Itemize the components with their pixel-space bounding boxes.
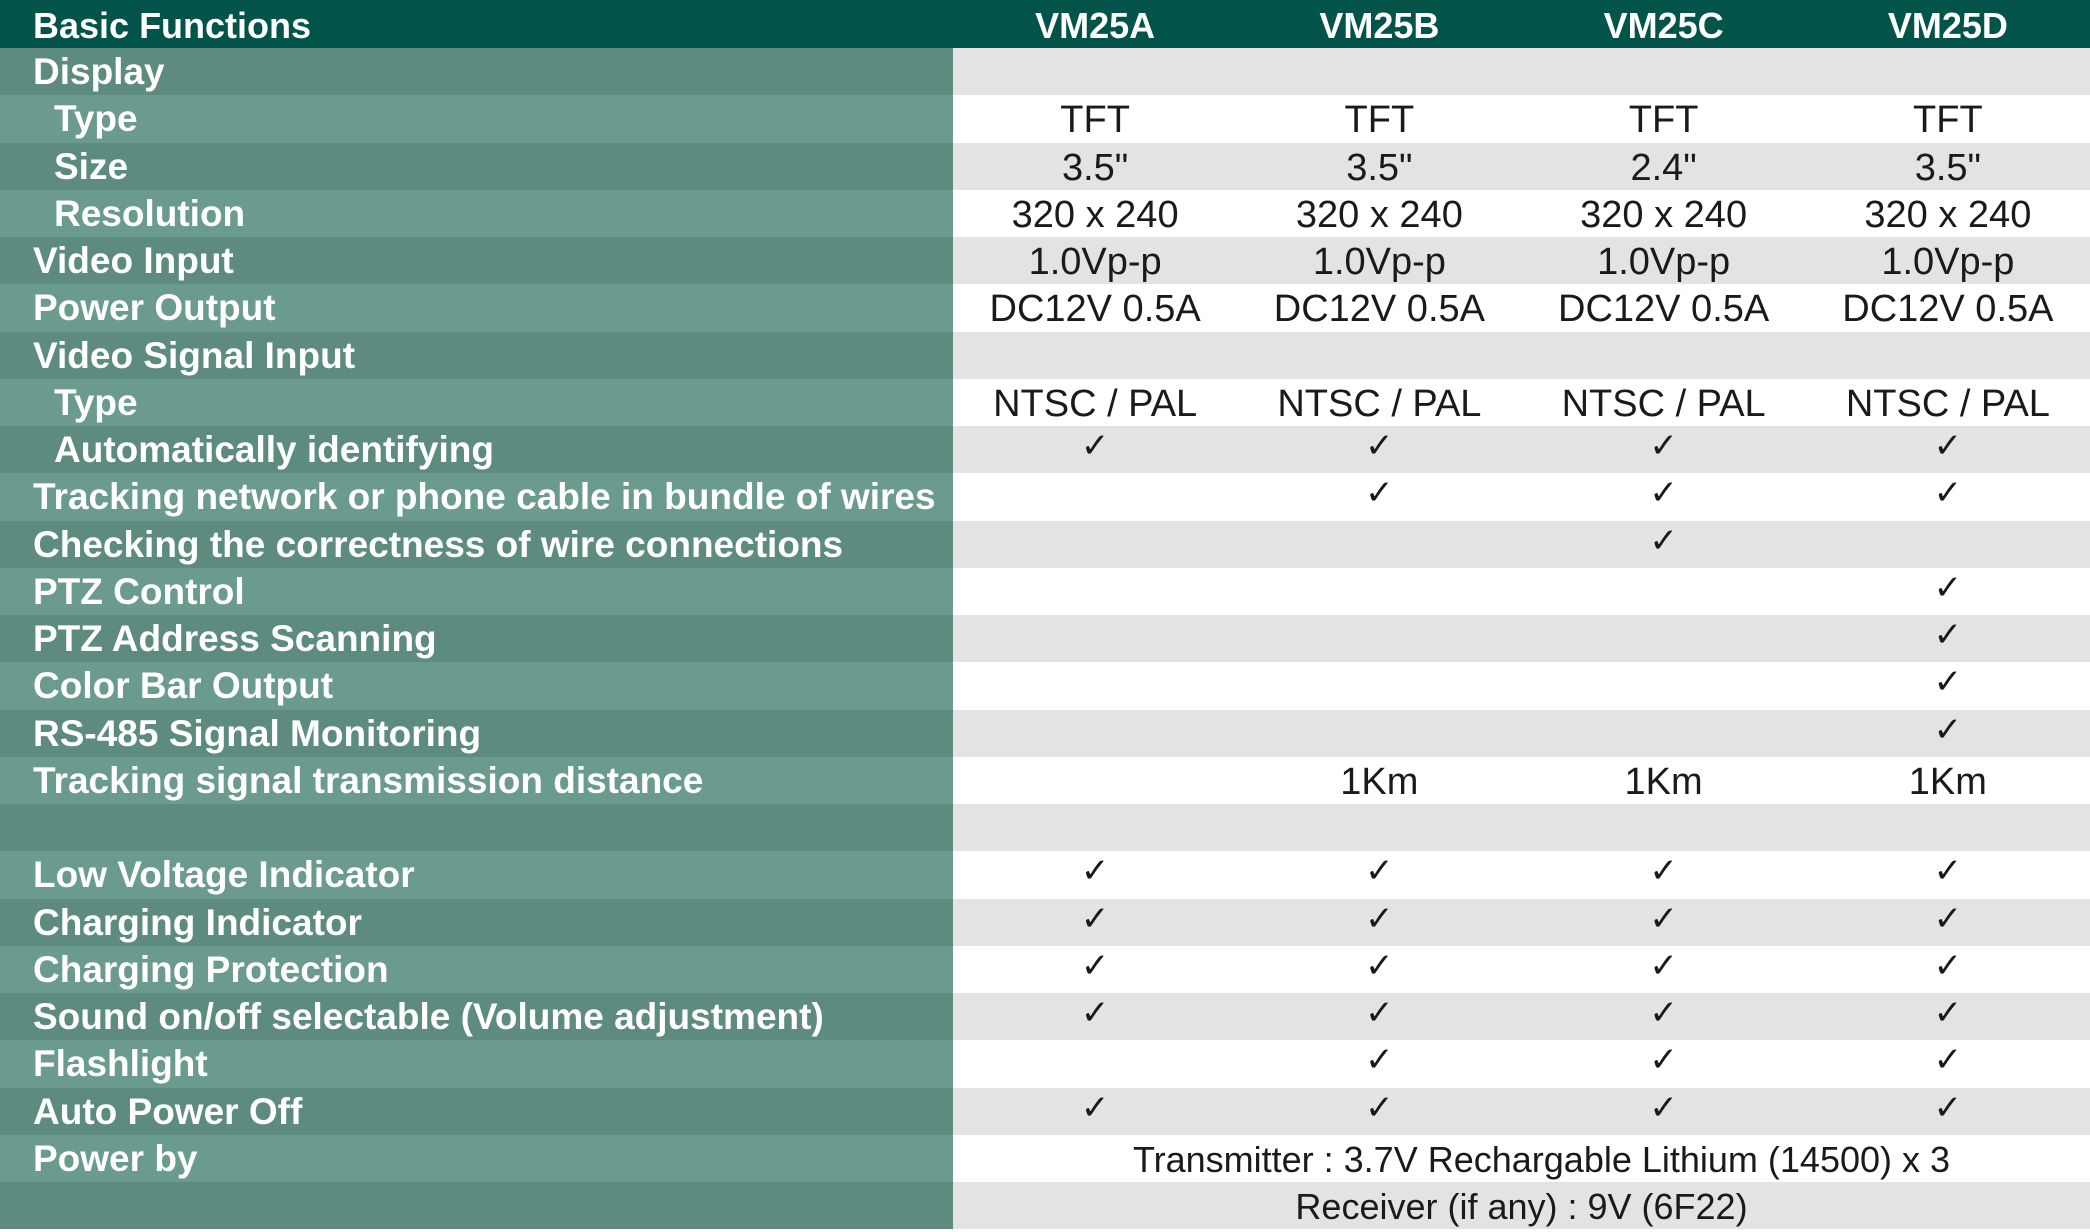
row-label: Video Input <box>0 237 953 284</box>
value-cell <box>1522 615 1806 662</box>
check-icon: ✓ <box>953 851 1237 898</box>
row-label: Checking the correctness of wire connections <box>0 521 953 568</box>
table-header <box>0 0 2090 48</box>
check-icon: ✓ <box>953 1088 1237 1135</box>
check-icon: ✓ <box>1806 615 2090 662</box>
value-cell: 3.5" <box>1237 143 1521 190</box>
value-cell: 320 x 240 <box>1806 190 2090 237</box>
check-icon: ✓ <box>1806 426 2090 473</box>
check-icon: ✓ <box>1806 946 2090 993</box>
value-cell <box>1237 48 1521 95</box>
value-cell: 3.5" <box>953 143 1237 190</box>
power-label-empty <box>0 1182 953 1229</box>
value-cell: DC12V 0.5A <box>1806 284 2090 331</box>
table-row <box>0 473 2090 520</box>
value-cell <box>1522 710 1806 757</box>
check-icon: ✓ <box>1522 946 1806 993</box>
power-row-receiver <box>0 1182 2090 1229</box>
check-icon: ✓ <box>1806 1088 2090 1135</box>
power-receiver: Receiver (if any) : 9V (6F22) <box>953 1182 2090 1229</box>
value-cell <box>1806 521 2090 568</box>
value-cell: 1Km <box>1522 757 1806 804</box>
row-label: RS-485 Signal Monitoring <box>0 710 953 757</box>
value-cell <box>1237 521 1521 568</box>
value-cell: TFT <box>1237 95 1521 142</box>
table-row <box>0 332 2090 379</box>
row-label: Low Voltage Indicator <box>0 851 953 898</box>
value-cell <box>953 710 1237 757</box>
value-cell: 2.4" <box>1522 143 1806 190</box>
value-cell <box>953 757 1237 804</box>
value-cell: NTSC / PAL <box>1806 379 2090 426</box>
check-icon: ✓ <box>1806 899 2090 946</box>
value-cell <box>1522 568 1806 615</box>
value-cell <box>1522 662 1806 709</box>
table-row <box>0 804 2090 851</box>
table-row <box>0 426 2090 473</box>
check-icon: ✓ <box>1806 993 2090 1040</box>
row-label: Video Signal Input <box>0 332 953 379</box>
table-row <box>0 710 2090 757</box>
value-cell <box>1237 662 1521 709</box>
check-icon: ✓ <box>953 899 1237 946</box>
table-row <box>0 237 2090 284</box>
row-label: Color Bar Output <box>0 662 953 709</box>
check-icon: ✓ <box>1522 521 1806 568</box>
model-vm25b: VM25B <box>1319 5 1440 46</box>
value-cell: NTSC / PAL <box>1522 379 1806 426</box>
value-cell: 1.0Vp-p <box>953 237 1237 284</box>
model-vm25a: VM25A <box>1035 5 1156 46</box>
value-cell: 320 x 240 <box>1237 190 1521 237</box>
value-cell <box>1237 332 1521 379</box>
row-label: Automatically identifying <box>0 426 953 473</box>
table-row <box>0 568 2090 615</box>
row-label: Charging Protection <box>0 946 953 993</box>
row-label: Sound on/off selectable (Volume adjustment) <box>0 993 953 1040</box>
value-cell <box>1522 332 1806 379</box>
table-row <box>0 521 2090 568</box>
check-icon: ✓ <box>1806 473 2090 520</box>
check-icon: ✓ <box>1237 993 1521 1040</box>
value-cell: 1.0Vp-p <box>1522 237 1806 284</box>
row-label: Size <box>0 143 953 190</box>
check-icon: ✓ <box>1237 1088 1521 1135</box>
check-icon: ✓ <box>1806 1040 2090 1087</box>
check-icon: ✓ <box>1237 473 1521 520</box>
power-label: Power by <box>0 1135 953 1182</box>
table-row <box>0 1088 2090 1135</box>
value-cell: 1Km <box>1806 757 2090 804</box>
check-icon: ✓ <box>953 993 1237 1040</box>
check-icon: ✓ <box>953 426 1237 473</box>
table-row <box>0 851 2090 898</box>
check-icon: ✓ <box>1237 1040 1521 1087</box>
value-cell <box>1806 804 2090 851</box>
table-row <box>0 190 2090 237</box>
row-label <box>0 804 953 851</box>
power-transmitter <box>953 1135 2090 1182</box>
check-icon: ✓ <box>1237 426 1521 473</box>
value-cell <box>1522 804 1806 851</box>
table-body <box>0 48 2090 1135</box>
value-cell <box>953 568 1237 615</box>
table-row <box>0 379 2090 426</box>
value-cell: 3.5" <box>1806 143 2090 190</box>
row-label: Resolution <box>0 190 953 237</box>
power-transmitter-text: Transmitter : 3.7V Rechargable Lithium (14500) x 3 <box>1132 1138 1951 1180</box>
table-row <box>0 662 2090 709</box>
power-row-transmitter <box>0 1135 2090 1182</box>
row-label: Tracking network or phone cable in bundle of wires <box>0 473 953 520</box>
table-row <box>0 143 2090 190</box>
value-cell <box>953 615 1237 662</box>
table-row <box>0 757 2090 804</box>
check-icon: ✓ <box>1806 568 2090 615</box>
value-cell: 320 x 240 <box>1522 190 1806 237</box>
value-cell: 1Km <box>1237 757 1521 804</box>
row-label: Charging Indicator <box>0 899 953 946</box>
check-icon: ✓ <box>1522 473 1806 520</box>
value-cell: TFT <box>953 95 1237 142</box>
value-cell <box>1522 48 1806 95</box>
model-vm25c: VM25C <box>1603 5 1724 46</box>
value-cell <box>953 521 1237 568</box>
check-icon: ✓ <box>953 946 1237 993</box>
row-label: Type <box>0 379 953 426</box>
value-cell: 320 x 240 <box>953 190 1237 237</box>
table-row <box>0 615 2090 662</box>
row-label: Power Output <box>0 284 953 331</box>
value-cell <box>1237 710 1521 757</box>
table-row <box>0 1040 2090 1087</box>
value-cell: DC12V 0.5A <box>1237 284 1521 331</box>
value-cell: NTSC / PAL <box>953 379 1237 426</box>
check-icon: ✓ <box>1237 851 1521 898</box>
value-cell <box>1237 615 1521 662</box>
check-icon: ✓ <box>1522 1088 1806 1135</box>
value-cell <box>953 1040 1237 1087</box>
value-cell: DC12V 0.5A <box>1522 284 1806 331</box>
row-label: Display <box>0 48 953 95</box>
value-cell: DC12V 0.5A <box>953 284 1237 331</box>
table-row <box>0 284 2090 331</box>
check-icon: ✓ <box>1237 899 1521 946</box>
value-cell <box>1806 48 2090 95</box>
value-cell <box>953 804 1237 851</box>
value-cell: NTSC / PAL <box>1237 379 1521 426</box>
row-label: PTZ Address Scanning <box>0 615 953 662</box>
check-icon: ✓ <box>1806 710 2090 757</box>
check-icon: ✓ <box>1522 1040 1806 1087</box>
table-row <box>0 899 2090 946</box>
table-row <box>0 946 2090 993</box>
value-cell <box>1237 804 1521 851</box>
value-cell <box>953 473 1237 520</box>
check-icon: ✓ <box>1806 662 2090 709</box>
value-cell: TFT <box>1806 95 2090 142</box>
check-icon: ✓ <box>1522 851 1806 898</box>
value-cell <box>953 48 1237 95</box>
check-icon: ✓ <box>1522 993 1806 1040</box>
row-label: Tracking signal transmission distance <box>0 757 953 804</box>
row-label: PTZ Control <box>0 568 953 615</box>
check-icon: ✓ <box>1806 851 2090 898</box>
value-cell: 1.0Vp-p <box>1237 237 1521 284</box>
header-title: Basic Functions <box>33 5 312 46</box>
row-label: Flashlight <box>0 1040 953 1087</box>
value-cell <box>1806 332 2090 379</box>
check-icon: ✓ <box>1522 899 1806 946</box>
check-icon: ✓ <box>1522 426 1806 473</box>
value-cell <box>953 662 1237 709</box>
model-vm25d: VM25D <box>1887 5 2008 46</box>
value-cell <box>953 332 1237 379</box>
table-row <box>0 993 2090 1040</box>
row-label: Auto Power Off <box>0 1088 953 1135</box>
value-cell: 1.0Vp-p <box>1806 237 2090 284</box>
row-label: Type <box>0 95 953 142</box>
check-icon: ✓ <box>1237 946 1521 993</box>
value-cell <box>1237 568 1521 615</box>
table-row <box>0 48 2090 95</box>
table-row <box>0 95 2090 142</box>
value-cell: TFT <box>1522 95 1806 142</box>
